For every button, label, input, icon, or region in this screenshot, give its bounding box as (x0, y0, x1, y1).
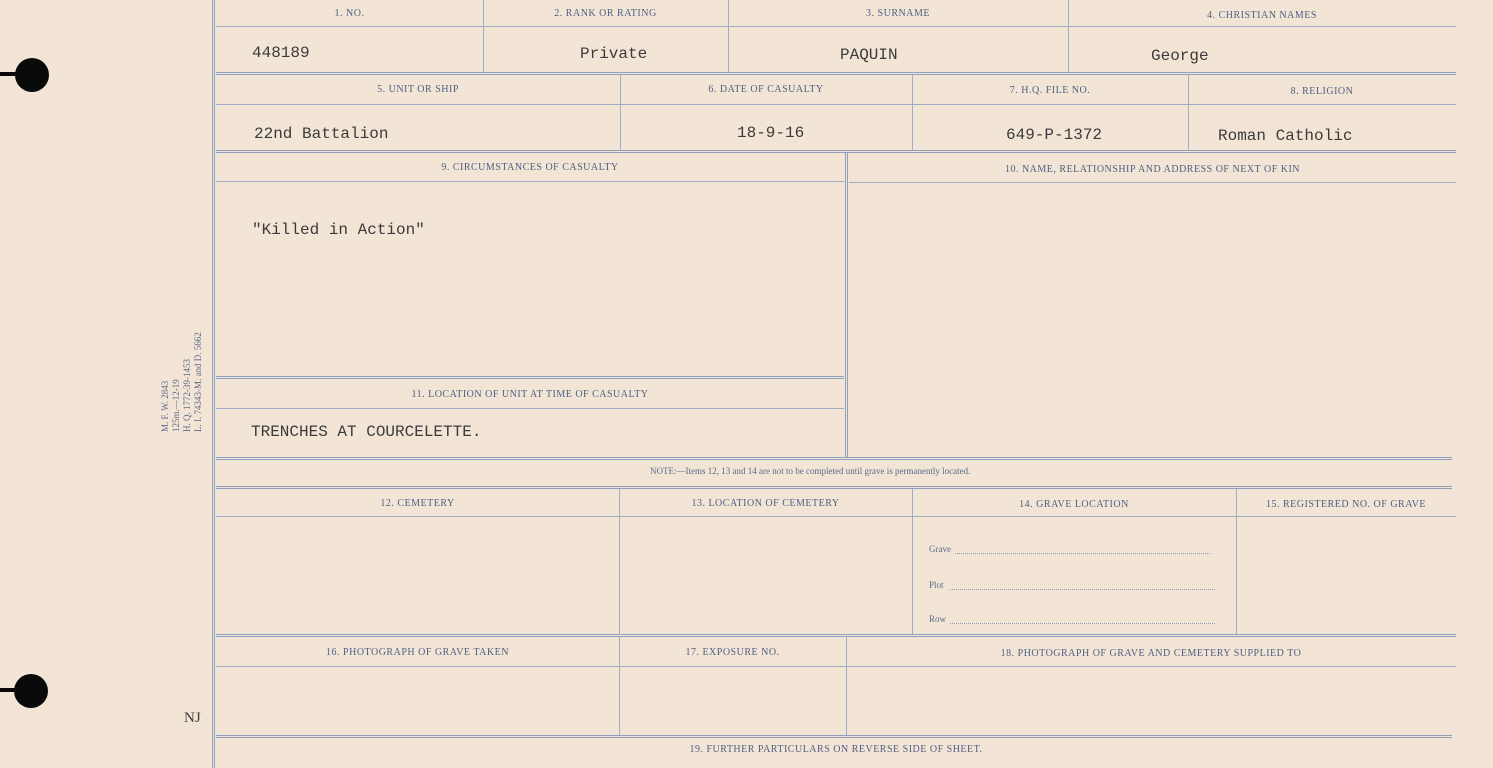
rank-label: 2. RANK OR RATING (554, 8, 657, 19)
side-print (160, 332, 204, 432)
row4-bottom-rule (216, 634, 1456, 637)
divider (912, 489, 913, 634)
plot-field-label: Plot (929, 580, 944, 590)
row3-bottom-rule (216, 457, 1452, 460)
punch-hole-top (15, 58, 49, 92)
divider (1236, 489, 1237, 634)
photo-taken-label: 16. PHOTOGRAPH OF GRAVE TAKEN (326, 647, 509, 658)
row-field-line (950, 623, 1215, 624)
file-value: 649-P-1372 (1006, 126, 1103, 144)
location-of-unit-value: TRENCHES AT COURCELETTE. (251, 423, 482, 441)
rule (216, 376, 844, 379)
initials: NJ (184, 710, 201, 726)
punch-hole-bottom (14, 674, 48, 708)
plot-field-line (950, 589, 1215, 590)
side-print-line: H. Q. 1772-39-1453 (182, 359, 192, 432)
row-field-label: Row (929, 614, 947, 624)
cemetery-location-label: 13. LOCATION OF CEMETERY (691, 498, 840, 509)
row2-bottom-rule (216, 150, 1456, 153)
christian-names-value: George (1151, 47, 1209, 65)
date-value: 18-9-16 (737, 124, 805, 142)
side-print-line: M. F. W. 2843 (160, 380, 170, 432)
side-print-line: 125m.—12-19 (171, 379, 181, 432)
form-left-border (212, 0, 215, 768)
note-text: NOTE:—Items 12, 13 and 14 are not to be completed until grave is permanently located. (650, 466, 971, 476)
side-print-line: L. I. 74343-M. and D. 5662 (193, 332, 203, 432)
location-of-unit-label: 11. LOCATION OF UNIT AT TIME OF CASUALTY (411, 389, 649, 400)
rule (216, 408, 844, 409)
exposure-label: 17. EXPOSURE NO. (685, 647, 780, 658)
service-number: 448189 (252, 44, 310, 62)
rule (849, 182, 1456, 183)
rank-value: Private (580, 45, 648, 63)
cemetery-label: 12. CEMETERY (380, 498, 455, 509)
row1-header-rule (216, 26, 1456, 27)
religion-label: 8. RELIGION (1290, 86, 1354, 97)
divider (619, 489, 620, 634)
photo-supplied-label: 18. PHOTOGRAPH OF GRAVE AND CEMETERY SUPPLIED TO (1000, 648, 1302, 659)
further-particulars: 19. FURTHER PARTICULARS ON REVERSE SIDE OF SHEET. (689, 744, 983, 755)
date-label: 6. DATE OF CASUALTY (708, 84, 824, 95)
christian-names-label: 4. CHRISTIAN NAMES (1207, 10, 1317, 21)
file-label: 7. H.Q. FILE NO. (1009, 85, 1091, 96)
note-bottom-rule (216, 486, 1452, 489)
row5-bottom-rule (216, 735, 1452, 738)
unit-value: 22nd Battalion (254, 125, 389, 143)
rule (216, 181, 844, 182)
row5-header-rule (216, 666, 1456, 667)
row2-header-rule (216, 104, 1456, 105)
row1-bottom-rule (216, 72, 1456, 75)
next-of-kin-label: 10. NAME, RELATIONSHIP AND ADDRESS OF NEXT OF KIN (1004, 164, 1301, 175)
grave-location-label: 14. GRAVE LOCATION (1019, 499, 1129, 510)
grave-field-line (955, 553, 1210, 554)
religion-value: Roman Catholic (1218, 127, 1353, 145)
circumstances-value: "Killed in Action" (252, 221, 425, 239)
circumstances-label: 9. CIRCUMSTANCES OF CASUALTY (441, 162, 619, 173)
no-label: 1. NO. (334, 8, 365, 19)
divider (845, 153, 848, 458)
row4-header-rule (216, 516, 1456, 517)
grave-field-label: Grave (929, 544, 951, 554)
surname-label: 3. SURNAME (866, 8, 930, 19)
registered-no-label: 15. REGISTERED NO. OF GRAVE (1266, 499, 1426, 510)
unit-label: 5. UNIT OR SHIP (377, 84, 459, 95)
surname-value: PAQUIN (840, 46, 898, 64)
